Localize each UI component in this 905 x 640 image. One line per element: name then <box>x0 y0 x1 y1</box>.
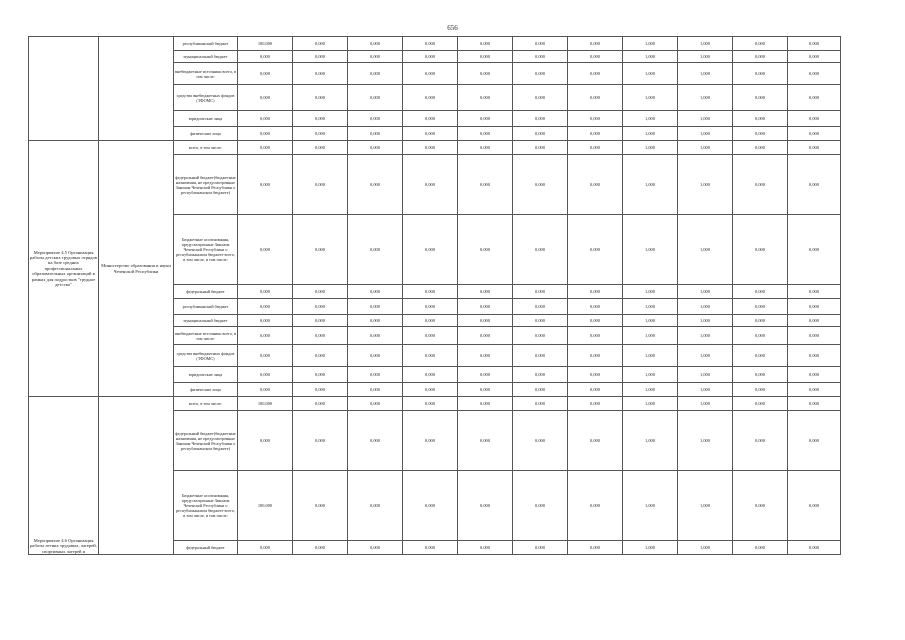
amount-cell: 0,000 <box>568 299 623 315</box>
amount-cell: 1,000 <box>678 471 733 541</box>
amount-cell: 0,000 <box>238 127 293 141</box>
funding-source: внебюджетные источники всего, в том числе: <box>174 327 238 345</box>
amount-cell: 0,000 <box>293 471 348 541</box>
amount-cell: 0,000 <box>513 411 568 471</box>
table-row <box>29 397 841 411</box>
amount-cell: 0,000 <box>733 51 788 63</box>
amount-cell: 0,000 <box>238 315 293 327</box>
funding-source: федеральный бюджет(бюджетные назначения, не предусмотренные Законом Чеченской Республики о республиканском бюджете) <box>174 411 238 471</box>
amount-cell: 0,000 <box>403 85 458 111</box>
amount-cell: 0,000 <box>458 299 513 315</box>
amount-cell: 0,000 <box>458 541 513 555</box>
amount-cell: 0,000 <box>568 315 623 327</box>
amount-cell: 0,000 <box>348 215 403 285</box>
table-row <box>29 141 841 155</box>
amount-cell: 0,000 <box>348 85 403 111</box>
event-4-5-title: Мероприятие 4.5 Организация работы детских трудовых отрядов на базе средних профессиональных образовательных организаций в рамках для подростков "трудное детство" <box>29 141 99 397</box>
amount-cell: 0,000 <box>733 471 788 541</box>
amount-cell: 0,000 <box>238 63 293 85</box>
amount-cell: 1,000 <box>678 383 733 397</box>
amount-cell: 1,000 <box>623 471 678 541</box>
amount-cell: 0,000 <box>293 51 348 63</box>
amount-cell: 0,000 <box>348 155 403 215</box>
amount-cell: 100,000 <box>238 397 293 411</box>
amount-cell: 1,000 <box>623 285 678 299</box>
amount-cell: 0,000 <box>238 285 293 299</box>
amount-cell: 1,000 <box>623 63 678 85</box>
amount-cell: 0,000 <box>733 367 788 383</box>
amount-cell: 0,000 <box>403 155 458 215</box>
funding-source: Бюджетные ассигнования, предусмотренные Законом Чеченской Республики о республиканском бюджете всего, в том числе, в том числе: <box>174 471 238 541</box>
amount-cell: 0,000 <box>238 383 293 397</box>
amount-cell: 0,000 <box>788 51 841 63</box>
funding-source: средства внебюджетных фондов (ТФОМС) <box>174 85 238 111</box>
amount-cell: 0,000 <box>513 541 568 555</box>
amount-cell: 0,000 <box>733 63 788 85</box>
amount-cell: 0,000 <box>238 411 293 471</box>
amount-cell: 0,000 <box>348 37 403 51</box>
amount-cell: 0,000 <box>513 215 568 285</box>
amount-cell: 0,000 <box>348 367 403 383</box>
amount-cell: 0,000 <box>733 141 788 155</box>
amount-cell: 0,000 <box>788 215 841 285</box>
amount-cell: 0,000 <box>458 345 513 367</box>
amount-cell: 0,000 <box>458 411 513 471</box>
amount-cell: 0,000 <box>348 411 403 471</box>
amount-cell: 0,000 <box>293 127 348 141</box>
amount-cell: 0,000 <box>293 285 348 299</box>
amount-cell: 0,000 <box>238 299 293 315</box>
funding-source: всего, в том числе: <box>174 397 238 411</box>
amount-cell: 1,000 <box>623 111 678 127</box>
amount-cell: 0,000 <box>458 471 513 541</box>
funding-source: муниципальный бюджет <box>174 51 238 63</box>
amount-cell: 0,000 <box>458 85 513 111</box>
funding-source: федеральный бюджет <box>174 285 238 299</box>
amount-cell: 0,000 <box>403 215 458 285</box>
amount-cell: 0,000 <box>568 37 623 51</box>
amount-cell: 0,000 <box>568 111 623 127</box>
amount-cell: 0,000 <box>733 315 788 327</box>
amount-cell: 0,000 <box>568 215 623 285</box>
amount-cell: 1,000 <box>678 155 733 215</box>
amount-cell: 0,000 <box>513 111 568 127</box>
amount-cell: 0,000 <box>513 155 568 215</box>
amount-cell: 1,000 <box>623 299 678 315</box>
amount-cell: 0,000 <box>238 215 293 285</box>
funding-source: юридические лица <box>174 367 238 383</box>
event-cell-prev <box>29 37 99 141</box>
amount-cell: 0,000 <box>788 367 841 383</box>
amount-cell: 0,000 <box>458 285 513 299</box>
amount-cell: 0,000 <box>348 397 403 411</box>
amount-cell: 0,000 <box>238 327 293 345</box>
amount-cell: 0,000 <box>733 299 788 315</box>
amount-cell: 0,000 <box>403 397 458 411</box>
amount-cell: 0,000 <box>293 37 348 51</box>
amount-cell: 0,000 <box>348 141 403 155</box>
amount-cell: 1,000 <box>623 367 678 383</box>
amount-cell: 0,000 <box>293 141 348 155</box>
amount-cell: 1,000 <box>678 327 733 345</box>
funding-source: республиканский бюджет <box>174 37 238 51</box>
amount-cell: 0,000 <box>458 51 513 63</box>
amount-cell: 0,000 <box>403 141 458 155</box>
amount-cell: 0,000 <box>788 127 841 141</box>
amount-cell: 0,000 <box>348 51 403 63</box>
amount-cell: 0,000 <box>348 541 403 555</box>
budget-table <box>28 36 841 555</box>
table-row <box>29 37 841 51</box>
amount-cell: 0,000 <box>788 383 841 397</box>
amount-cell: 0,000 <box>293 111 348 127</box>
amount-cell: 1,000 <box>623 541 678 555</box>
amount-cell: 0,000 <box>293 315 348 327</box>
funding-source: физические лица <box>174 127 238 141</box>
amount-cell: 1,000 <box>678 541 733 555</box>
amount-cell: 0,000 <box>513 37 568 51</box>
amount-cell: 0,000 <box>568 285 623 299</box>
amount-cell: 0,000 <box>238 85 293 111</box>
amount-cell: 1,000 <box>623 411 678 471</box>
amount-cell: 1,000 <box>678 37 733 51</box>
amount-cell: 0,000 <box>568 327 623 345</box>
funding-source: средства внебюджетных фондов (ТФОМС) <box>174 345 238 367</box>
funding-source: Бюджетные ассигнования, предусмотренные Законом Чеченской Республики о республиканском бюджете всего, в том числе, в том числе: <box>174 215 238 285</box>
amount-cell: 0,000 <box>788 541 841 555</box>
amount-cell: 0,000 <box>568 411 623 471</box>
amount-cell: 0,000 <box>348 327 403 345</box>
amount-cell: 0,000 <box>788 285 841 299</box>
amount-cell: 0,000 <box>403 285 458 299</box>
amount-cell: 0,000 <box>788 85 841 111</box>
amount-cell: 0,000 <box>458 141 513 155</box>
amount-cell: 0,000 <box>403 127 458 141</box>
amount-cell: 0,000 <box>568 471 623 541</box>
amount-cell: 0,000 <box>568 155 623 215</box>
amount-cell: 0,000 <box>788 345 841 367</box>
funding-source: внебюджетные источники всего, в том числе: <box>174 63 238 85</box>
amount-cell: 0,000 <box>733 127 788 141</box>
amount-cell: 0,000 <box>458 63 513 85</box>
amount-cell: 0,000 <box>788 411 841 471</box>
amount-cell: 1,000 <box>623 397 678 411</box>
amount-cell: 0,000 <box>293 155 348 215</box>
funding-source: муниципальный бюджет <box>174 315 238 327</box>
amount-cell: 0,000 <box>293 397 348 411</box>
amount-cell: 0,000 <box>238 541 293 555</box>
amount-cell: 0,000 <box>568 141 623 155</box>
funding-source: физические лица <box>174 383 238 397</box>
amount-cell: 1,000 <box>623 155 678 215</box>
amount-cell: 0,000 <box>403 37 458 51</box>
amount-cell: 1,000 <box>678 285 733 299</box>
amount-cell: 0,000 <box>348 315 403 327</box>
amount-cell: 1,000 <box>678 85 733 111</box>
amount-cell: 0,000 <box>403 411 458 471</box>
amount-cell: 0,000 <box>568 397 623 411</box>
amount-cell: 0,000 <box>568 127 623 141</box>
amount-cell: 0,000 <box>403 345 458 367</box>
amount-cell: 0,000 <box>293 367 348 383</box>
amount-cell: 0,000 <box>403 471 458 541</box>
amount-cell: 0,000 <box>733 85 788 111</box>
amount-cell: 0,000 <box>733 327 788 345</box>
amount-cell: 0,000 <box>403 327 458 345</box>
amount-cell: 0,000 <box>568 383 623 397</box>
amount-cell: 0,000 <box>348 63 403 85</box>
funding-source: федеральный бюджет(бюджетные назначения, не предусмотренные Законом Чеченской Республики о республиканском бюджете) <box>174 155 238 215</box>
amount-cell: 0,000 <box>403 367 458 383</box>
amount-cell: 0,000 <box>238 367 293 383</box>
amount-cell: 0,000 <box>458 397 513 411</box>
amount-cell: 1,000 <box>623 215 678 285</box>
amount-cell: 0,000 <box>348 345 403 367</box>
amount-cell: 0,000 <box>403 299 458 315</box>
amount-cell: 0,000 <box>788 397 841 411</box>
amount-cell: 0,000 <box>513 63 568 85</box>
amount-cell: 0,000 <box>348 299 403 315</box>
amount-cell: 0,000 <box>238 345 293 367</box>
amount-cell: 0,000 <box>733 345 788 367</box>
amount-cell: 0,000 <box>293 411 348 471</box>
amount-cell: 0,000 <box>733 383 788 397</box>
amount-cell: 0,000 <box>513 397 568 411</box>
amount-cell: 0,000 <box>458 111 513 127</box>
amount-cell: 0,000 <box>568 541 623 555</box>
amount-cell: 1,000 <box>678 411 733 471</box>
amount-cell: 0,000 <box>293 327 348 345</box>
amount-cell: 0,000 <box>733 397 788 411</box>
amount-cell: 0,000 <box>458 127 513 141</box>
amount-cell: 0,000 <box>733 541 788 555</box>
amount-cell: 1,000 <box>678 141 733 155</box>
amount-cell: 0,000 <box>733 111 788 127</box>
amount-cell: 1,000 <box>678 315 733 327</box>
page-bottom-margin <box>0 580 905 640</box>
amount-cell: 1,000 <box>678 345 733 367</box>
amount-cell: 0,000 <box>403 541 458 555</box>
amount-cell: 100,000 <box>238 37 293 51</box>
amount-cell: 0,000 <box>238 51 293 63</box>
amount-cell: 0,000 <box>458 215 513 285</box>
amount-cell: 0,000 <box>293 215 348 285</box>
amount-cell: 0,000 <box>293 383 348 397</box>
amount-cell: 0,000 <box>788 111 841 127</box>
amount-cell: 0,000 <box>568 345 623 367</box>
amount-cell: 0,000 <box>788 37 841 51</box>
amount-cell: 1,000 <box>623 141 678 155</box>
event-4-5-executor: Министерство образования и науки Чеченской Республики <box>99 141 174 397</box>
amount-cell: 0,000 <box>403 383 458 397</box>
executor-cell-prev <box>99 37 174 141</box>
amount-cell: 1,000 <box>623 383 678 397</box>
amount-cell: 1,000 <box>623 127 678 141</box>
amount-cell: 0,000 <box>513 327 568 345</box>
amount-cell: 0,000 <box>513 51 568 63</box>
event-4-6-title: Мероприятие 4.6 Организация работы летних трудовых, лагерей, спортивных лагерей и <box>29 397 99 555</box>
amount-cell: 0,000 <box>293 541 348 555</box>
amount-cell: 0,000 <box>238 155 293 215</box>
amount-cell: 0,000 <box>788 315 841 327</box>
amount-cell: 1,000 <box>678 111 733 127</box>
amount-cell: 0,000 <box>238 111 293 127</box>
funding-source: республиканский бюджет <box>174 299 238 315</box>
amount-cell: 0,000 <box>513 471 568 541</box>
amount-cell: 1,000 <box>678 51 733 63</box>
amount-cell: 1,000 <box>623 327 678 345</box>
amount-cell: 0,000 <box>403 315 458 327</box>
amount-cell: 0,000 <box>788 299 841 315</box>
amount-cell: 0,000 <box>458 383 513 397</box>
amount-cell: 1,000 <box>623 85 678 111</box>
amount-cell: 0,000 <box>293 345 348 367</box>
amount-cell: 0,000 <box>788 63 841 85</box>
amount-cell: 0,000 <box>348 111 403 127</box>
amount-cell: 0,000 <box>458 367 513 383</box>
amount-cell: 0,000 <box>348 285 403 299</box>
amount-cell: 0,000 <box>348 127 403 141</box>
amount-cell: 0,000 <box>513 141 568 155</box>
amount-cell: 0,000 <box>568 63 623 85</box>
amount-cell: 0,000 <box>788 327 841 345</box>
amount-cell: 0,000 <box>733 411 788 471</box>
amount-cell: 0,000 <box>293 299 348 315</box>
amount-cell: 1,000 <box>623 315 678 327</box>
amount-cell: 0,000 <box>513 367 568 383</box>
amount-cell: 0,000 <box>458 327 513 345</box>
amount-cell: 0,000 <box>458 155 513 215</box>
amount-cell: 0,000 <box>788 471 841 541</box>
funding-source: всего, в том числе: <box>174 141 238 155</box>
amount-cell: 1,000 <box>623 37 678 51</box>
amount-cell: 1,000 <box>678 215 733 285</box>
amount-cell: 0,000 <box>513 383 568 397</box>
amount-cell: 0,000 <box>733 215 788 285</box>
amount-cell: 0,000 <box>733 155 788 215</box>
amount-cell: 0,000 <box>513 345 568 367</box>
amount-cell: 0,000 <box>513 127 568 141</box>
amount-cell: 1,000 <box>678 397 733 411</box>
amount-cell: 1,000 <box>678 299 733 315</box>
amount-cell: 0,000 <box>513 315 568 327</box>
amount-cell: 0,000 <box>238 141 293 155</box>
amount-cell: 1,000 <box>623 51 678 63</box>
amount-cell: 0,000 <box>293 63 348 85</box>
funding-source: федеральный бюджет <box>174 541 238 555</box>
amount-cell: 0,000 <box>403 63 458 85</box>
amount-cell: 0,000 <box>403 51 458 63</box>
amount-cell: 0,000 <box>733 285 788 299</box>
amount-cell: 0,000 <box>348 383 403 397</box>
event-4-6-executor <box>99 397 174 555</box>
amount-cell: 1,000 <box>678 127 733 141</box>
amount-cell: 1,000 <box>623 345 678 367</box>
amount-cell: 0,000 <box>403 111 458 127</box>
amount-cell: 1,000 <box>678 367 733 383</box>
amount-cell: 0,000 <box>293 85 348 111</box>
funding-source: юридические лица <box>174 111 238 127</box>
page-number: 656 <box>447 24 458 32</box>
amount-cell: 0,000 <box>568 51 623 63</box>
amount-cell: 1,000 <box>678 63 733 85</box>
amount-cell: 0,000 <box>513 285 568 299</box>
amount-cell: 0,000 <box>458 37 513 51</box>
amount-cell: 0,000 <box>788 155 841 215</box>
amount-cell: 0,000 <box>348 471 403 541</box>
amount-cell: 0,000 <box>568 85 623 111</box>
amount-cell: 0,000 <box>788 141 841 155</box>
amount-cell: 0,000 <box>513 299 568 315</box>
amount-cell: 0,000 <box>568 367 623 383</box>
amount-cell: 0,000 <box>733 37 788 51</box>
amount-cell: 0,000 <box>513 85 568 111</box>
amount-cell: 0,000 <box>458 315 513 327</box>
amount-cell: 100,000 <box>238 471 293 541</box>
